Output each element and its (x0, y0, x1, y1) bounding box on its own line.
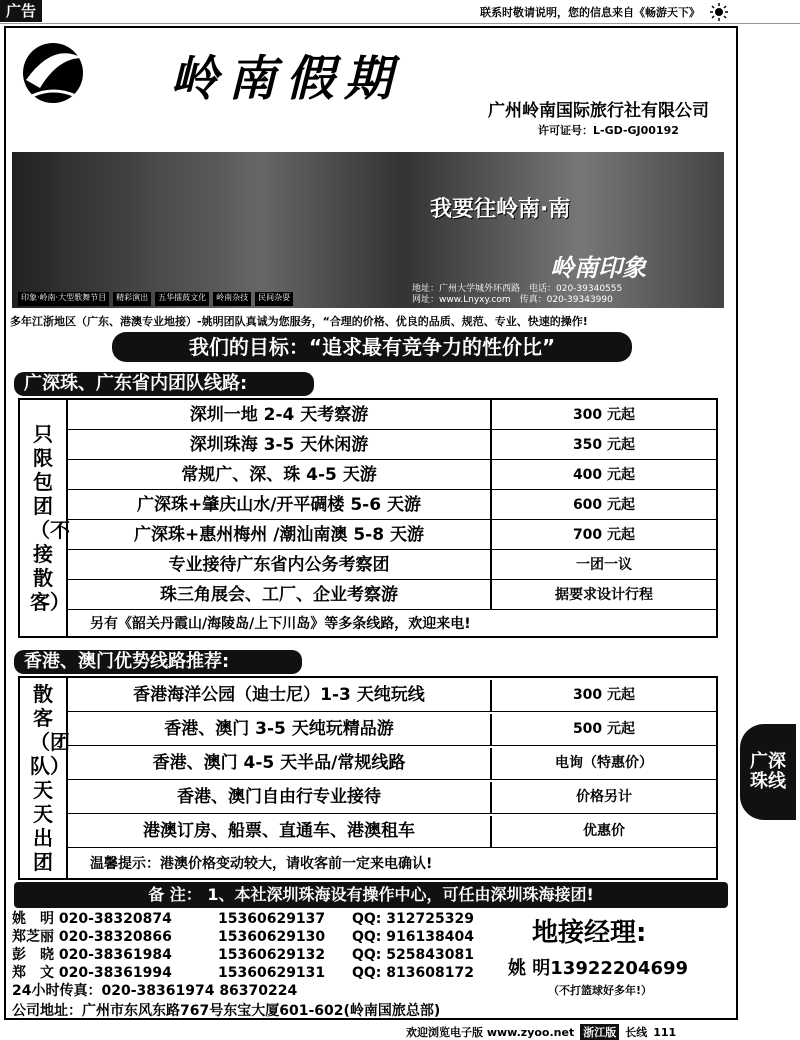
route-price: 优惠价 (583, 823, 625, 839)
banner-caption: 岭南杂技 (213, 292, 251, 306)
route-row (68, 490, 716, 520)
route-row (68, 680, 716, 712)
promo-banner (12, 152, 724, 308)
route-name: 港澳订房、船票、直通车、港澳租车 (68, 816, 492, 847)
manager-note: （不打篮球好多年!） (548, 984, 653, 997)
route-name: 深圳一地 2-4 天考察游 (68, 400, 492, 429)
banner-brand: 岭南印象 (550, 254, 646, 282)
banner-caption: 印象·岭南·大型歌舞节目 (18, 292, 109, 306)
route-name: 专业接待广东省内公务考察团 (68, 550, 492, 579)
route-price: 据要求设计行程 (555, 587, 653, 603)
section-side-tab: 广深珠线 (740, 724, 796, 820)
route-row (68, 714, 716, 746)
contact-qq: QQ: 916138404 (352, 929, 474, 945)
contact-name: 郑 文 (12, 965, 54, 981)
contact-row (12, 946, 474, 964)
remark-bar: 备 注： 1、本社深圳珠海设有操作中心，可任由深圳珠海接团! (14, 882, 728, 908)
banner-slogan: 我要往岭南·南 (430, 197, 571, 222)
office-address: 公司地址：广州市东风东路767号东宝大厦601-602(岭南国旅总部) (12, 1003, 441, 1019)
banner-caption: 五华擂鼓文化 (155, 292, 209, 306)
route-price: 700 元起 (572, 527, 636, 543)
route-price: 600 元起 (572, 497, 636, 513)
route-table-hk-macau (18, 676, 718, 880)
section-title-hk-macau: 香港、澳门优势线路推荐: (14, 650, 302, 674)
contact-list (12, 910, 474, 1000)
route-name: 广深珠+肇庆山水/开平碉楼 5-6 天游 (68, 490, 492, 519)
route-name: 香港、澳门自由行专业接待 (68, 782, 492, 813)
contact-name: 彭 晓 (12, 947, 54, 963)
route-price: 一团一议 (576, 557, 632, 573)
route-row (68, 580, 716, 610)
page-number: 111 (653, 1025, 677, 1039)
banner-website: 网址：www.Lnyxy.com 传真：020-39343990 (412, 295, 613, 305)
route-row (68, 782, 716, 814)
footer-edition: 浙江版 (580, 1024, 619, 1040)
contact-tel: 020-38361994 (58, 965, 172, 981)
route-table-side-label: 散客（团队）天天出团 (20, 678, 68, 878)
banner-caption: 民间杂耍 (255, 292, 293, 306)
ad-label: 广告 (0, 0, 42, 22)
route-row (68, 430, 716, 460)
banner-caption: 精彩演出 (113, 292, 151, 306)
banner-address: 地址：广州大学城外环西路 电话：020-39340555 (412, 284, 623, 294)
route-name: 常规广、深、珠 4-5 天游 (68, 460, 492, 489)
route-row (68, 550, 716, 580)
route-name: 广深珠+惠州梅州 /潮汕南澳 5-8 天游 (68, 520, 492, 549)
route-name: 深圳珠海 3-5 天休闲游 (68, 430, 492, 459)
company-name: 广州岭南国际旅行社有限公司 (488, 101, 709, 121)
route-name: 香港、澳门 3-5 天纯玩精品游 (68, 714, 492, 745)
brand-title: 岭南假期 (170, 51, 403, 107)
route-extra-note: 温馨提示：港澳价格变动较大，请收客前一定来电确认! (90, 856, 433, 872)
route-row (68, 520, 716, 550)
contact-row (12, 964, 474, 982)
contact-qq: QQ: 312725329 (352, 911, 474, 927)
license-number: 许可证号：L-GD-GJ00192 (538, 124, 679, 137)
service-statement: 多年江浙地区（广东、港澳专业地接）-姚明团队真诚为您服务，“合理的价格、优良的品质、规范、专业、快速的操作! (10, 315, 588, 328)
contact-tel: 020-38320874 (58, 911, 172, 927)
contact-name: 郑芝丽 (12, 929, 54, 945)
contact-mobile: 15360629131 (218, 965, 326, 981)
route-price: 400 元起 (572, 467, 636, 483)
route-name: 香港海洋公园（迪士尼）1-3 天纯玩线 (68, 680, 492, 711)
route-row (68, 748, 716, 780)
contact-row (12, 928, 474, 946)
route-name: 香港、澳门 4-5 天半品/常规线路 (68, 748, 492, 779)
banner-captions (12, 292, 412, 306)
footer-text: 欢迎浏览电子版 www.zyoo.net (406, 1026, 575, 1039)
contact-qq: QQ: 525843081 (352, 947, 474, 963)
contact-mobile: 15360629132 (218, 947, 326, 963)
route-price: 300 元起 (572, 687, 636, 703)
contact-tel: 020-38361984 (58, 947, 172, 963)
route-table-guangdong (18, 398, 718, 638)
route-row (68, 460, 716, 490)
contact-mobile: 15360629130 (218, 929, 326, 945)
route-name: 珠三角展会、工厂、企业考察游 (68, 580, 492, 609)
route-price: 300 元起 (572, 407, 636, 423)
fax-line: 24小时传真：020-38361974 86370224 (12, 983, 298, 999)
route-price: 价格另计 (576, 789, 632, 805)
top-bar (0, 0, 800, 24)
page-footer (406, 1024, 676, 1040)
contact-name: 姚 明 (12, 911, 54, 927)
manager-title: 地接经理: (532, 918, 647, 948)
route-price: 500 元起 (572, 721, 636, 737)
contact-tel: 020-38320866 (58, 929, 172, 945)
footer-section: 长线 (625, 1026, 648, 1039)
sun-logo-icon (708, 2, 730, 22)
source-note: 联系时敬请说明，您的信息来自《畅游天下》 (480, 6, 700, 19)
manager-phone: 姚 明13922204699 (508, 958, 689, 979)
goal-banner: 我们的目标：“追求最有竞争力的性价比” (112, 332, 632, 362)
route-price: 350 元起 (572, 437, 636, 453)
contact-qq: QQ: 813608172 (352, 965, 474, 981)
section-title-guangdong: 广深珠、广东省内团队线路: (14, 372, 314, 396)
route-row (68, 400, 716, 430)
banner-address-block (412, 284, 622, 306)
route-extra-note: 另有《韶关丹霞山/海陵岛/上下川岛》等多条线路，欢迎来电! (90, 616, 471, 632)
route-table-side-label: 只限包团（不接散客） (20, 400, 68, 636)
company-logo-icon (18, 38, 88, 108)
route-row (68, 816, 716, 848)
route-price: 电询（特惠价） (555, 755, 653, 771)
contact-row (12, 910, 474, 928)
contact-mobile: 15360629137 (218, 911, 326, 927)
